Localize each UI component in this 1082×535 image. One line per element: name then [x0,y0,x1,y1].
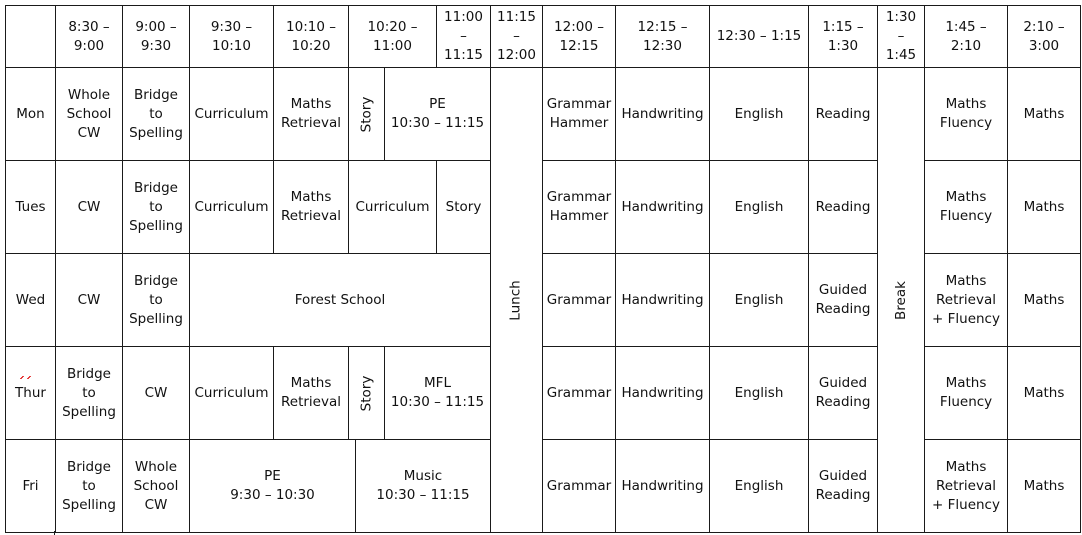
lesson-cell [436,160,491,254]
lesson-label: Music 10:30 – 11:15 [376,468,470,503]
lesson-label: Forest School [294,291,386,308]
time-header-cell [348,5,437,68]
lesson-cell [1007,160,1081,254]
lesson-label: English [734,477,784,494]
lesson-label: Story [358,375,375,411]
lesson-label: Guided Reading [815,468,871,503]
lesson-label: Grammar [546,384,612,401]
lesson-label: CW [77,291,101,308]
lesson-label: CW [77,198,101,215]
lesson-label: MFL 10:30 – 11:15 [390,375,485,410]
lesson-label: Maths Fluency [939,189,993,224]
lesson-cell [924,253,1008,347]
lesson-cell [808,346,878,440]
lesson-label: CW [144,384,168,401]
time-label: 11:00 – 11:15 [444,9,483,63]
lesson-cell [384,346,491,440]
lesson-label: Maths Retrieval + Fluency [932,458,1000,513]
lesson-label: Curriculum [194,198,269,215]
lesson-cell [348,67,385,161]
lesson-label: Maths [1023,198,1065,215]
day-label: Tues [15,198,46,215]
lesson-label: Maths [1023,477,1065,494]
lesson-label: Handwriting [621,477,704,494]
lesson-cell [1007,439,1081,533]
time-label: 9:00 – 9:30 [135,18,177,54]
lesson-label: Handwriting [621,291,704,308]
lesson-cell [273,346,349,440]
time-header-cell [709,5,809,68]
time-label: 10:20 – 11:00 [367,18,418,54]
day-label-cell [5,160,56,254]
day-label-cell [5,346,56,440]
lesson-label: Reading [815,105,871,122]
lesson-label: Guided Reading [815,375,871,410]
lesson-cell [615,253,710,347]
lesson-cell [709,67,809,161]
lesson-cell [189,346,274,440]
lesson-cell [122,160,190,254]
lesson-cell [808,439,878,533]
lesson-label: English [734,198,784,215]
time-header-cell [615,5,710,68]
day-label: Thur [15,384,46,401]
lesson-label: Maths Retrieval + Fluency [932,272,1000,327]
lesson-cell [924,439,1008,533]
day-label-cell [5,253,56,347]
lesson-label: Reading [815,198,871,215]
lesson-label: English [734,384,784,401]
time-label: 1:45 – 2:10 [945,18,987,54]
lesson-cell [615,346,710,440]
lesson-label: Grammar Hammer [546,189,612,224]
lesson-cell [924,346,1008,440]
lesson-cell [122,439,190,533]
lesson-label: Curriculum [355,198,430,215]
lesson-cell [189,253,491,347]
time-header-cell [808,5,878,68]
lesson-cell [1007,253,1081,347]
lesson-label: English [734,291,784,308]
lesson-label: Maths Fluency [939,375,993,410]
lesson-cell [924,67,1008,161]
lesson-cell [384,67,491,161]
lesson-cell [808,253,878,347]
lesson-label: Maths Retrieval [281,375,341,410]
time-header-cell [1007,5,1081,68]
lesson-cell [542,67,616,161]
break-label: Break [892,280,909,320]
lesson-cell [55,67,123,161]
lesson-label: Grammar [546,477,612,494]
lesson-cell [55,439,123,533]
lesson-cell [55,160,123,254]
day-label: Mon [16,105,45,122]
lesson-label: Handwriting [621,105,704,122]
break-cell [877,67,925,533]
lunch-cell [490,67,543,533]
lesson-label: PE 10:30 – 11:15 [390,96,485,131]
time-label: 12:15 – 12:30 [637,18,688,54]
lesson-label: Whole School CW [66,86,112,141]
time-label: 12:30 – 1:15 [716,28,802,44]
time-header-cell [542,5,616,68]
lesson-label: Maths [1023,105,1065,122]
lesson-label: Bridge to Spelling [129,272,183,327]
time-header-cell [189,5,274,68]
lesson-cell [709,253,809,347]
lesson-cell [542,439,616,533]
time-header-cell [490,5,543,68]
lesson-label: Maths [1023,291,1065,308]
time-header-cell [877,5,925,68]
lesson-cell [189,439,356,533]
time-header-cell [924,5,1008,68]
lesson-label: Guided Reading [815,282,871,317]
time-label: 1:15 – 1:30 [822,18,864,54]
time-label: 9:30 – 10:10 [210,18,253,54]
lesson-label: Maths Fluency [939,96,993,131]
lesson-label: Bridge to Spelling [129,179,183,234]
lesson-cell [122,67,190,161]
lesson-label: Handwriting [621,198,704,215]
lesson-cell [348,160,437,254]
table-edge-mark [54,531,55,535]
time-label: 11:15 – 12:00 [497,9,536,63]
day-label-cell [5,67,56,161]
lesson-label: Story [358,96,375,132]
lesson-cell [1007,67,1081,161]
time-label: 8:30 – 9:00 [68,18,110,54]
lesson-label: Curriculum [194,384,269,401]
lesson-label: Maths Retrieval [281,96,341,131]
lesson-cell [808,160,878,254]
lesson-label: Bridge to Spelling [129,86,183,141]
day-label-cell [5,439,56,533]
time-label: 12:00 – 12:15 [554,18,604,54]
lesson-cell [808,67,878,161]
lesson-label: Maths [1023,384,1065,401]
lesson-cell [542,160,616,254]
time-header-cell [273,5,349,68]
lesson-cell [348,346,385,440]
lesson-cell [542,346,616,440]
lesson-cell [122,346,190,440]
lesson-cell [615,67,710,161]
lunch-label: Lunch [508,279,524,321]
time-label: 2:10 – 3:00 [1023,18,1065,54]
lesson-cell [55,346,123,440]
spellcheck-underline [20,376,33,379]
lesson-label: Grammar Hammer [546,96,612,131]
time-header-cell [436,5,491,68]
lesson-label: Grammar [546,291,612,308]
lesson-cell [924,160,1008,254]
lesson-cell [615,439,710,533]
time-header-cell [55,5,123,68]
lesson-label: Bridge to Spelling [62,458,116,513]
lesson-label: Maths Retrieval [281,189,341,224]
time-header-cell [122,5,190,68]
lesson-cell [1007,346,1081,440]
lesson-cell [273,67,349,161]
lesson-cell [189,67,274,161]
lesson-label: English [734,105,784,122]
day-label: Fri [22,477,39,494]
lesson-cell [273,160,349,254]
lesson-cell [355,439,491,533]
header-corner-cell [5,5,56,68]
lesson-cell [55,253,123,347]
lesson-cell [615,160,710,254]
lesson-cell [709,160,809,254]
lesson-cell [709,346,809,440]
lesson-label: Curriculum [194,105,269,122]
lesson-cell [122,253,190,347]
lesson-label: Bridge to Spelling [62,365,116,420]
lesson-label: Story [445,198,482,215]
lesson-cell [542,253,616,347]
time-label: 10:10 – 10:20 [286,18,336,54]
lesson-label: Handwriting [621,384,704,401]
lesson-label: PE 9:30 – 10:30 [230,468,315,503]
day-label: Wed [15,291,46,308]
lesson-cell [709,439,809,533]
lesson-cell [189,160,274,254]
time-label: 1:30 – 1:45 [885,9,917,63]
lesson-label: Whole School CW [133,458,179,513]
